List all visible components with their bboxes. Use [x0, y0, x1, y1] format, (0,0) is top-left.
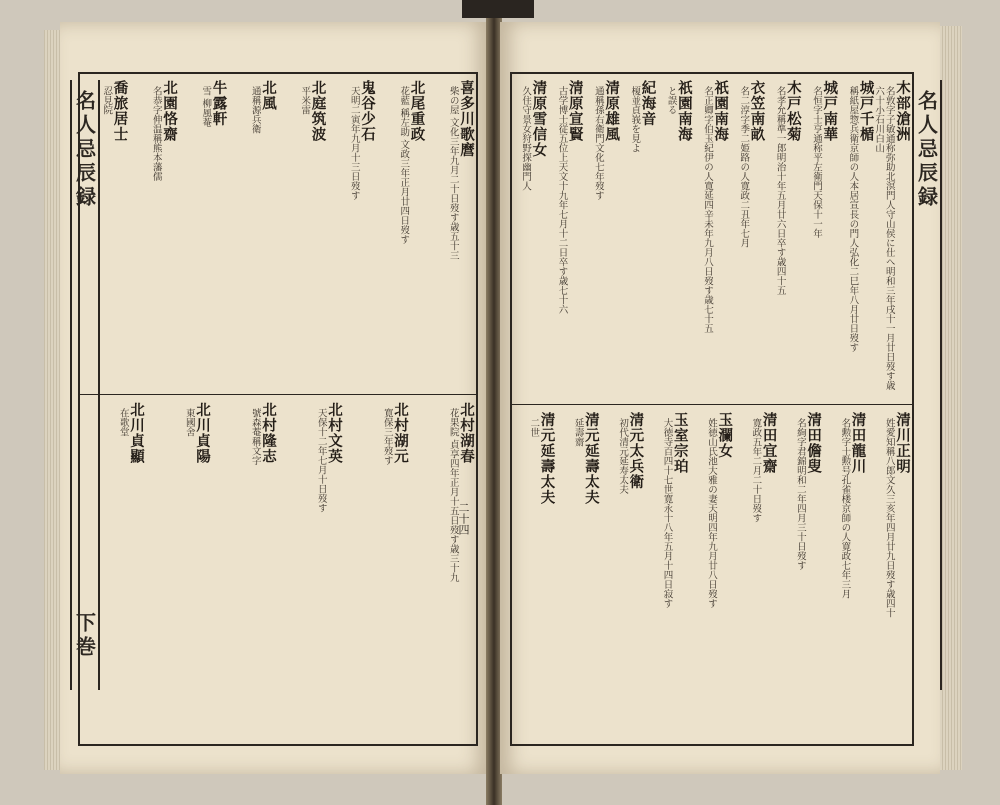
entry-note: 平米雷	[299, 86, 311, 115]
entry-column	[181, 80, 227, 386]
entry-name: 鬼谷少石	[359, 80, 376, 142]
entry-note: 名孝允稱準一郎明治十年五月廿六日卒す歳四十五	[774, 86, 786, 295]
entry-note: 通稱源兵衛	[249, 86, 261, 134]
entry-name: 北川貞顯	[128, 402, 145, 464]
entry-column	[231, 80, 277, 386]
entry-name: 清元太兵衛	[627, 412, 645, 490]
entry-column	[280, 402, 342, 736]
entry-note: 名恒字士亨通称平左衛門天保十一年	[811, 86, 823, 238]
entry-note: 延壽齋	[572, 418, 584, 447]
entry-name: 祇園南海	[712, 80, 730, 142]
entry-note: 天保十二年七月十日歿す	[315, 408, 327, 513]
entry-column	[330, 80, 376, 386]
entry-note: 柴の屋 文化三年九月二十日歿す歳五十三	[447, 86, 459, 261]
entry-note: 通稱孫右衛門文化七年歿す	[592, 86, 604, 200]
left-page-frame	[78, 72, 478, 746]
entry-column	[870, 412, 910, 736]
binding-clip	[462, 0, 534, 18]
entry-name: 北村隆志	[260, 402, 277, 464]
entry-note: 忍見院	[101, 86, 113, 115]
entry-name: 牛露軒	[210, 80, 228, 127]
entry-name: 清元延壽太夫	[582, 412, 600, 505]
entry-name: 清田龍川	[849, 412, 867, 474]
entry-name: 清田儋叟	[805, 412, 823, 474]
right-page	[500, 22, 940, 774]
entry-column	[514, 80, 546, 396]
entry-name: 清原雄風	[603, 80, 621, 142]
entry-column	[148, 402, 210, 736]
entry-column	[603, 412, 643, 736]
entry-note: 雪 柳風菴	[200, 86, 212, 128]
entry-name: 玉瀾女	[716, 412, 734, 459]
entry-name: 北村湖元	[392, 402, 409, 464]
entry-note: 久住守景女狩野探幽門人	[520, 86, 532, 191]
entry-column	[692, 412, 732, 736]
entry-name: 清田宜齋	[760, 412, 778, 474]
entry-name: 北川貞陽	[194, 402, 211, 464]
entry-note: と誤る	[665, 86, 677, 115]
entry-name: 城戸南華	[821, 80, 839, 142]
entry-column	[873, 80, 911, 396]
left-page	[60, 22, 488, 774]
entry-column	[412, 402, 474, 736]
left-header-text: 名人忌辰録	[72, 90, 97, 210]
entry-note: 名絢字君錦明和二年四月三十日歿す	[794, 418, 806, 570]
entry-name: 祇園南海	[675, 80, 693, 142]
entry-name: 清元延壽太夫	[538, 412, 556, 505]
entry-column	[781, 412, 821, 736]
right-header-text: 名人忌辰録	[914, 90, 939, 210]
entry-column	[825, 412, 865, 736]
entry-note: 大徳寺百四十七世寛永十八年五月十四日寂す	[661, 418, 673, 608]
entry-column	[346, 402, 408, 736]
entry-column	[550, 80, 582, 396]
entry-column	[647, 412, 687, 736]
entry-column	[429, 80, 475, 386]
entry-name: 城戸千楯	[857, 80, 875, 142]
entry-name: 北風	[260, 80, 277, 111]
entry-name: 北庭筑波	[309, 80, 327, 142]
entry-note: 古学博士従五位上天文十九年七月十二日卒す歳七十六	[556, 86, 568, 314]
left-running-header	[70, 80, 100, 690]
entry-note: 榎並貞峩を見よ	[629, 86, 641, 153]
entry-column	[659, 80, 691, 396]
entry-column	[805, 80, 837, 396]
entry-column	[736, 412, 776, 736]
entry-column	[587, 80, 619, 396]
entry-name: 喜多川歌麿	[458, 80, 475, 158]
entry-column	[280, 80, 326, 386]
entry-note: 花果院 貞享四年正月十五日歿す歳三十九	[447, 408, 459, 583]
entry-note: 稱紙屋惣兵衛京師の人本居宣長の門人弘化二巳年八月廿日歿す	[847, 86, 859, 352]
entry-note: 初代清元延寿太夫	[617, 418, 629, 494]
entry-note: 天明二寅年九月十三日歿す	[348, 86, 360, 200]
page-edge-left	[44, 30, 60, 770]
entry-column	[841, 80, 873, 396]
entry-note: 東國舍	[183, 408, 195, 437]
entry-note: 花藍 稱左助 文政三年正月廿四日歿す	[398, 86, 410, 245]
entry-note: 號森菴稱文字	[249, 408, 261, 465]
entry-note: 名恭字伸温稱熊本藩儒	[150, 86, 162, 181]
entry-note: 寛保三年歿す	[381, 408, 393, 465]
entry-note: 寛政五年二月二十日歿す	[750, 418, 762, 523]
entry-column	[732, 80, 764, 396]
volume-mark: 下巻	[72, 612, 97, 660]
left-divider	[80, 394, 476, 395]
entry-note: 二世	[528, 418, 540, 437]
entry-note: 在歌堂	[117, 408, 129, 437]
entry-note: 姓愛知稱八郎文久三亥年四月廿九日歿す歳四十	[883, 418, 895, 618]
entry-column	[132, 80, 178, 386]
entry-column	[558, 412, 598, 736]
entry-note: 名勲字士勲号孔雀楼京師の人寛政七年三月	[839, 418, 851, 599]
entry-name: 清川正明	[893, 412, 911, 474]
right-running-header	[912, 80, 942, 690]
entry-name: 玉室宗珀	[671, 412, 689, 474]
entry-column	[214, 402, 276, 736]
entry-name: 北村文英	[326, 402, 343, 464]
right-divider	[512, 404, 912, 405]
entry-column	[379, 80, 425, 386]
entry-name: 衣笠南畝	[748, 80, 766, 142]
page-number: 二十四	[457, 502, 470, 535]
entry-column	[696, 80, 728, 396]
page-edge-right	[940, 26, 962, 770]
entry-name: 清原雪信女	[530, 80, 548, 158]
entry-column	[623, 80, 655, 396]
entry-note: 姓徳山氏池大雅の妻天明四年九月廿八日歿す	[705, 418, 717, 608]
entry-note: 名敦字子敏通称弥助北溟門人守山侯に仕へ明和三年戌十一月廿日歿す歳六十小石川白山	[873, 86, 895, 390]
entry-name: 紀海音	[639, 80, 657, 127]
entry-column	[514, 412, 554, 736]
entry-note: 名正卿字伯玉紀伊の人寛延四辛未年九月八日歿す歳七十五	[701, 86, 713, 333]
entry-name: 木部滄洲	[893, 80, 911, 142]
entry-name: 北村湖春	[458, 402, 475, 464]
entry-name: 北園恪齋	[161, 80, 178, 142]
entry-name: 木戸松菊	[784, 80, 802, 142]
entry-note: 名二淳字季二姫路の人寛政二丑年七月	[738, 86, 750, 248]
entry-name: 北尾重政	[408, 80, 426, 142]
entry-name: 喬旅居士	[111, 80, 129, 142]
right-page-frame	[510, 72, 914, 746]
entry-column	[769, 80, 801, 396]
entry-name: 清原宣賢	[566, 80, 584, 142]
